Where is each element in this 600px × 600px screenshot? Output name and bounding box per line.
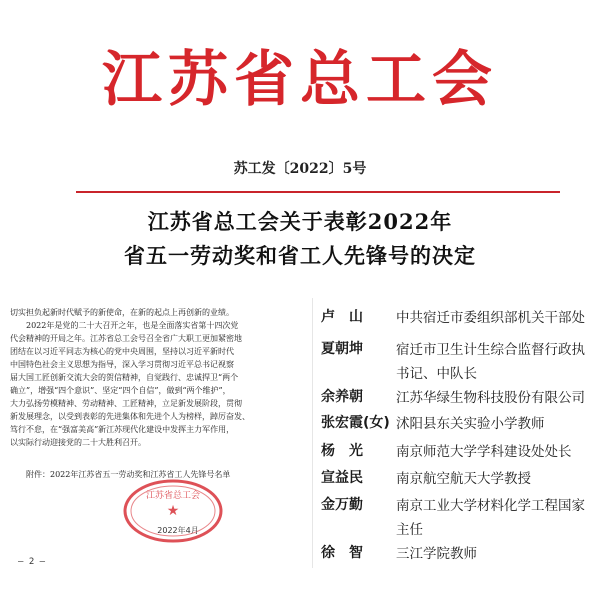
doc-number: 苏工发〔2022〕5号 — [233, 161, 367, 177]
honoree-name: 夏朝坤 — [321, 341, 363, 357]
body-line: 切实担负起新时代赋予的新使命，在新的起点上再创新的业绩。 — [10, 308, 234, 317]
seal-date-text: 2022年4月 — [157, 526, 199, 535]
honoree-list — [312, 298, 600, 574]
honoree-unit-cont: 书记、中队长 — [396, 366, 477, 382]
honoree-name: 卢 山 — [321, 309, 363, 325]
body-line: 以实际行动迎接党的二十大胜利召开。 — [10, 438, 146, 447]
body-line: 届大国工匠创新交流大会的贺信精神，自觉践行、忠诚捍卫“两个 — [10, 373, 239, 382]
honoree-name: 宣益民 — [321, 470, 363, 486]
body-line: 代会精神的开局之年。江苏省总工会号召全省广大职工更加紧密地 — [10, 334, 242, 343]
body-line: 笃行不怠，在“强富美高”新江苏现代化建设中发挥主力军作用， — [10, 425, 235, 434]
red-rule — [76, 191, 560, 193]
official-seal-stamp — [118, 478, 228, 544]
honoree-unit: 南京工业大学材料化学工程国家 — [396, 498, 585, 514]
page-number: — 2 — — [18, 557, 46, 567]
honoree-name: 杨 光 — [321, 443, 363, 459]
honoree-name: 余养朝 — [321, 389, 363, 405]
body-line: 大力弘扬劳模精神、劳动精神、工匠精神，立足新发展阶段，贯彻 — [10, 399, 242, 408]
honoree-unit: 沭阳县东关实验小学教师 — [396, 416, 545, 432]
honoree-name: 徐 智 — [321, 545, 363, 561]
honoree-unit: 南京航空航天大学教授 — [396, 471, 531, 487]
honoree-unit: 三江学院教师 — [396, 546, 477, 562]
body-line: 确立”，增强“四个意识”、坚定“四个自信”，做到“两个维护”， — [10, 386, 231, 395]
body-line: 新发展理念，以受到表彰的先进集体和先进个人为榜样，踔厉奋发、 — [10, 412, 250, 421]
honoree-unit: 中共宿迁市委组织部机关干部处 — [396, 310, 585, 326]
attachment-line: 附件：2022年江苏省五一劳动奖和江苏省工人先锋号名单 — [10, 470, 231, 479]
headline-line-2: 省五一劳动奖和省工人先锋号的决定 — [124, 243, 476, 268]
seal-org-text: 江苏省总工会 — [145, 491, 201, 501]
body-line: 中国特色社会主义思想为指导，深入学习贯彻习近平总书记视察 — [10, 360, 234, 369]
body-line: 团结在以习近平同志为核心的党中央周围，坚持以习近平新时代 — [10, 347, 234, 356]
honoree-unit: 宿迁市卫生计生综合监督行政执 — [396, 342, 585, 358]
seal-star-icon: ★ — [166, 503, 180, 519]
body-line: 2022年是党的二十大召开之年，也是全面落实省第十四次党 — [10, 321, 239, 330]
headline-line-1: 江苏省总工会关于表彰2022年 — [147, 209, 453, 234]
honoree-unit: 江苏华绿生物科技股份有限公司 — [396, 390, 585, 406]
honoree-unit-cont: 主任 — [396, 522, 423, 538]
honoree-name: 金万勤 — [321, 497, 363, 513]
org-title: 江苏省总工会 — [102, 45, 498, 115]
honoree-name: 张宏霞(女) — [321, 415, 390, 431]
honoree-unit: 南京师范大学学科建设处处长 — [396, 444, 572, 460]
